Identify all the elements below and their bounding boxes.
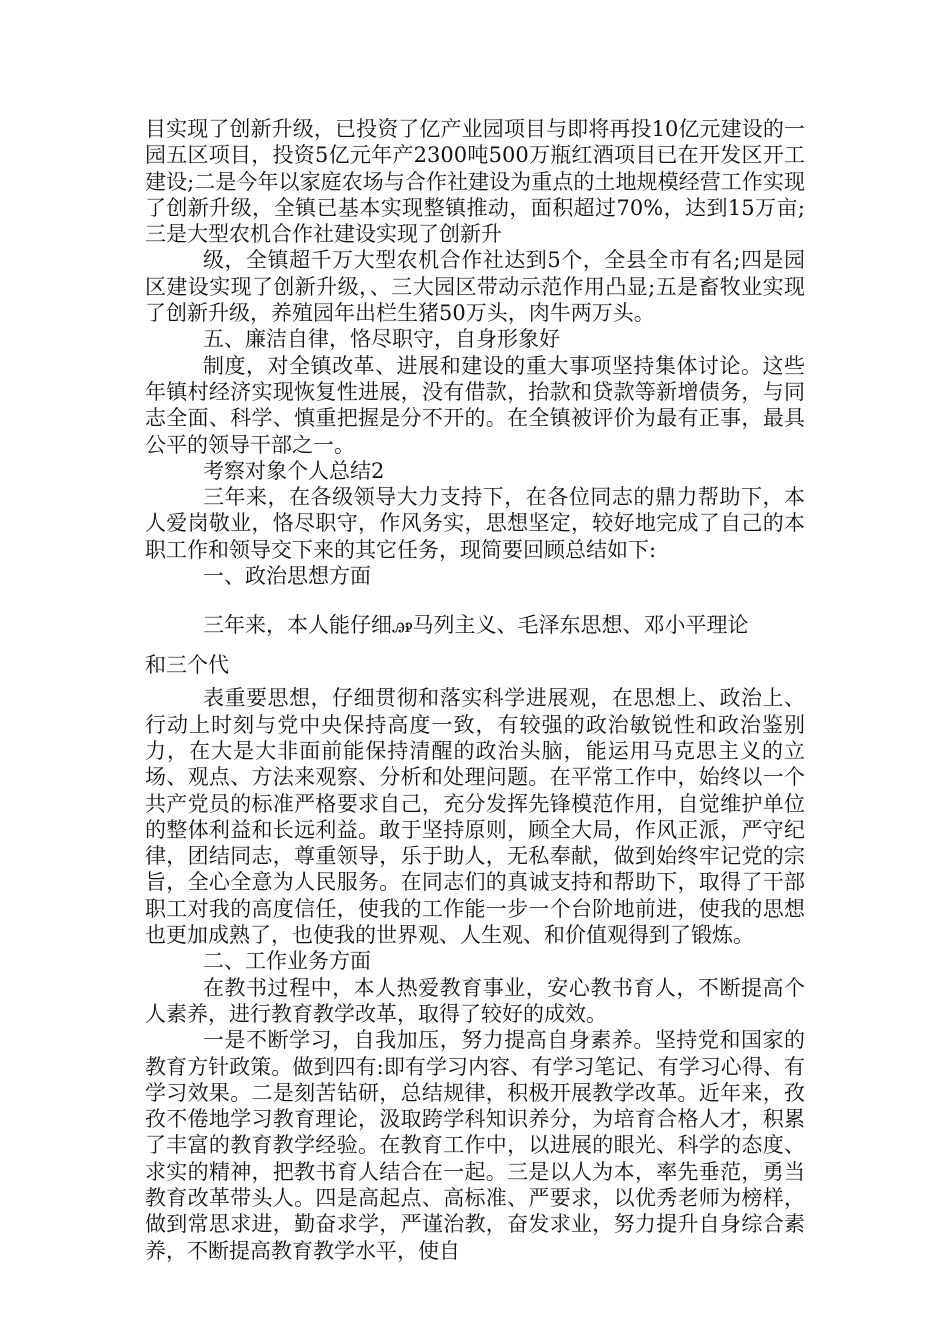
paragraph-three-years-intro: 三年来，在各级领导大力支持下，在各位同志的鼎力帮助下，本人爱岗敬业，恪尽职守，作风务实，思想坚定，较好地完成了自己的本职工作和领导交下来的其它任务，现简要回顾总结如下: (145, 485, 805, 562)
section-heading-integrity: 五、廉洁自律，恪尽职守，自身形象好 (203, 327, 560, 352)
paragraph-three-represents-start: 和三个代 (145, 653, 229, 678)
paragraph-political-study: 三年来，本人能仔细ꭿꭾ马列主义、毛泽东思想、邓小平理论 (203, 613, 749, 638)
paragraph-gap (145, 589, 805, 605)
paragraph-machinery-parks: 级，全镇超千万大型农机合作社达到5个，全县全市有名;四是园区建设实现了创新升级，、三大园区带动示范作用凸显;五是畜牧业实现了创新升级，养殖园年出栏生猪50万头，肉牛两万头。 (145, 248, 805, 326)
section-heading-work: 二、工作业务方面 (203, 949, 371, 974)
document-subtitle: 考察对象个人总结2 (203, 458, 385, 483)
document-body (145, 116, 805, 1264)
paragraph-political-detail: 表重要思想，仔细贯彻和落实科学进展观，在思想上、政治上、行动上时刻与党中央保持高度一致，有较强的政治敏锐性和政治鉴别力，在大是大非面前能保持清醒的政治头脑，能运用马克思主义的立场、观点、方法来观察、分析和处理问题。在平常工作中，始终以一个共产党员的标准严格要求自己，充分发挥先锋模范作用，自觉维护单位的整体利益和长远利益。敢于坚持原则，顾全大局，作风正派，严守纪律，团结同志，尊重领导，乐于助人，无私奉献，做到始终牢记党的宗旨，全心全意为人民服务。在同志们的真诚支持和帮助下，取得了干部职工对我的高度信任，使我的工作能一步一个台阶地前进，使我的思想也更加成熟了，也使我的世界观、人生观、和价值观得到了锻炼。 (145, 686, 805, 948)
paragraph-project-upgrade: 目实现了创新升级，已投资了亿产业园项目与即将再投10亿元建设的一园五区项目，投资5亿元年产2300吨500万瓶红酒项目已在开发区开工建设;二是今年以家庭农场与合作社建设为重点的土地规模经营工作实现了创新升级，全镇已基本实现整镇推动，面积超过70%，达到15万亩;三是大型农机合作社建设实现了创新升 (145, 117, 805, 247)
section-heading-political: 一、政治思想方面 (203, 564, 371, 589)
paragraph-teaching-detail: 一是不断学习，自我加压，努力提高自身素养。坚持党和国家的教育方针政策。做到四有:即有学习内容、有学习笔记、有学习心得、有学习效果。二是刻苦钻研，总结规律，积极开展教学改革。近年来，孜孜不倦地学习教育理论，汲取跨学科知识养分，为培育合格人才，积累了丰富的教育教学经验。在教育工作中，以进展的眼光、科学的态度、求实的精神，把教书育人结合在一起。三是以人为本，率先垂范，勇当教育改革带头人。四是高起点、高标准、严要求，以优秀老师为榜样，做到常思求进，勤奋求学，严谨治教，奋发求业，努力提升自身综合素养，不断提高教育教学水平，使自 (145, 1028, 805, 1263)
paragraph-teaching-intro: 在教书过程中，本人热爱教育事业，安心教书育人，不断提高个人素养，进行教育教学改革，取得了较好的成效。 (145, 975, 805, 1026)
paragraph-collective-discussion: 制度，对全镇改革、进展和建设的重大事项坚持集体讨论。这些年镇村经济实现恢复性进展，没有借款，抬款和贷款等新增债务，与同志全面、科学、慎重把握是分不开的。在全镇被评价为最有正事，最具公平的领导干部之一。 (145, 353, 805, 457)
